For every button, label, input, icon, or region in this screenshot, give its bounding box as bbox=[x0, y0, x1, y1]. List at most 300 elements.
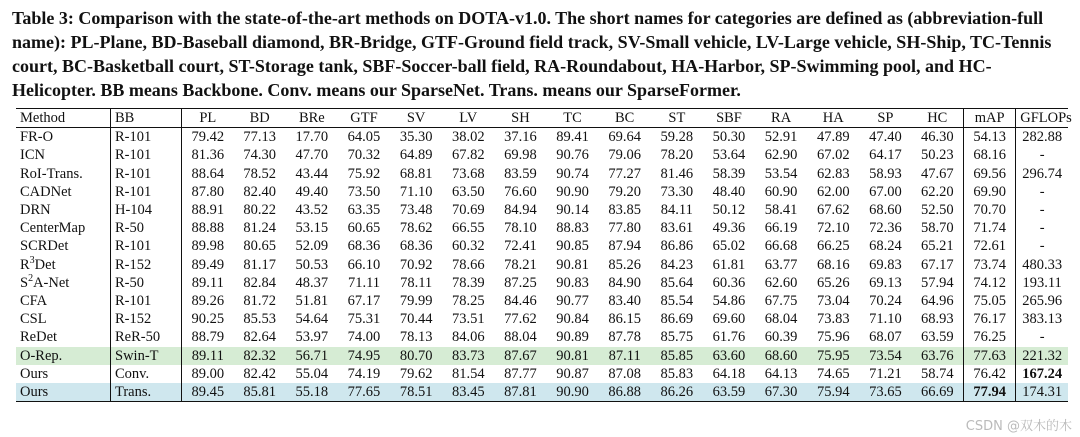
comparison-table-container bbox=[16, 108, 1072, 402]
backbone-cell: R-50 bbox=[111, 219, 182, 237]
category-value-cell: 67.82 bbox=[451, 147, 485, 164]
category-value-cell: 38.02 bbox=[451, 129, 485, 146]
category-value-cell: 68.24 bbox=[869, 238, 902, 255]
category-value-cell: 84.11 bbox=[660, 202, 693, 219]
category-value-cell: 47.70 bbox=[295, 147, 329, 164]
category-value-cell: 83.40 bbox=[608, 293, 641, 310]
category-value-cell: 68.36 bbox=[399, 238, 433, 255]
backbone-cell: R-101 bbox=[111, 128, 182, 147]
category-value-cell: 53.64 bbox=[712, 147, 746, 164]
category-value-cell: 66.69 bbox=[911, 383, 963, 402]
category-value-cell: 90.74 bbox=[556, 165, 589, 182]
gflops-cell: - bbox=[1039, 220, 1045, 237]
category-value-cell: 75.95 bbox=[807, 347, 859, 365]
category-value-cell: 77.13 bbox=[243, 129, 277, 146]
category-value-cell: 83.61 bbox=[660, 220, 694, 237]
backbone-cell: R-101 bbox=[111, 146, 182, 164]
category-value-cell: 81.24 bbox=[243, 220, 277, 237]
map-cell: 74.12 bbox=[964, 274, 1016, 292]
backbone-cell: R-101 bbox=[111, 165, 182, 183]
table-row bbox=[16, 274, 1068, 292]
category-value-cell: 87.80 bbox=[191, 183, 225, 200]
category-value-cell: 83.73 bbox=[442, 347, 494, 365]
category-value-cell: 90.87 bbox=[556, 365, 589, 382]
category-value-cell: 90.90 bbox=[546, 383, 598, 402]
method-prefix: R bbox=[20, 256, 30, 273]
category-value-cell: 90.90 bbox=[556, 183, 589, 200]
category-value-cell: 77.65 bbox=[338, 383, 390, 402]
category-value-cell: 87.94 bbox=[608, 238, 641, 255]
category-value-cell: 68.60 bbox=[755, 347, 807, 365]
category-value-cell: 88.88 bbox=[191, 220, 225, 237]
category-value-cell: 63.77 bbox=[764, 256, 798, 273]
category-value-cell: 85.85 bbox=[651, 347, 703, 365]
header-sp: SP bbox=[877, 110, 894, 126]
category-value-cell: 80.70 bbox=[390, 347, 442, 365]
category-value-cell: 64.13 bbox=[764, 365, 798, 382]
category-value-cell: 67.75 bbox=[764, 293, 798, 310]
category-value-cell: 85.26 bbox=[608, 256, 641, 273]
category-value-cell: 89.49 bbox=[191, 256, 225, 273]
category-value-cell: 75.94 bbox=[807, 383, 859, 402]
category-value-cell: 37.16 bbox=[504, 129, 537, 146]
method-cell: ReDet bbox=[16, 328, 111, 346]
category-value-cell: 46.30 bbox=[911, 128, 963, 147]
watermark-text: CSDN @双木的木 bbox=[965, 419, 1072, 434]
category-value-cell: 87.11 bbox=[599, 347, 651, 365]
table-caption: Table 3: Comparison with the state-of-the-art methods on DOTA-v1.0. The short names for categories are defined as (abbreviation-full name): PL-Plane, BD-Baseball diamond, BR-Bridge, GTF-Ground field track, SV-Small vehicle, LV-Large vehicle, SH-Ship, TC-Tennis court, BC-Basketball court, ST-Storage tank, SBF-Soccer-ball field, RA-Roundabout, HA-Harbor, SP-Swimming pool, and HC-Helicopter. BB means Backbone. Conv. means our SparseNet. Trans. means our SparseFormer. bbox=[12, 8, 1052, 100]
method-name: Det bbox=[34, 256, 56, 273]
category-value-cell: 78.11 bbox=[400, 274, 433, 291]
category-value-cell: 89.00 bbox=[191, 365, 225, 382]
category-value-cell: 74.30 bbox=[243, 147, 277, 164]
category-value-cell: 65.02 bbox=[712, 238, 746, 255]
category-value-cell: 81.46 bbox=[660, 165, 694, 182]
category-value-cell: 90.25 bbox=[191, 311, 225, 328]
gflops-cell: 174.31 bbox=[1016, 383, 1068, 402]
category-value-cell: 88.83 bbox=[556, 220, 589, 237]
category-value-cell: 85.81 bbox=[234, 383, 286, 402]
category-value-cell: 73.50 bbox=[347, 183, 381, 200]
gflops-cell: 167.24 bbox=[1022, 365, 1063, 382]
gflops-cell: - bbox=[1039, 329, 1045, 346]
category-value-cell: 71.10 bbox=[869, 311, 902, 328]
header-st: ST bbox=[668, 110, 686, 126]
category-value-cell: 62.60 bbox=[764, 274, 798, 291]
category-value-cell: 66.19 bbox=[764, 220, 798, 237]
category-value-cell: 85.75 bbox=[660, 329, 694, 346]
header-method: Method bbox=[16, 109, 111, 128]
category-value-cell: 59.28 bbox=[660, 129, 694, 146]
category-value-cell: 49.36 bbox=[712, 220, 746, 237]
category-value-cell: 80.65 bbox=[243, 238, 277, 255]
method-cell: CADNet bbox=[16, 183, 111, 201]
map-cell: 76.25 bbox=[964, 328, 1016, 346]
category-value-cell: 89.11 bbox=[191, 274, 224, 291]
gflops-cell: - bbox=[1039, 238, 1045, 255]
header-sv: SV bbox=[406, 110, 426, 126]
header-tc: TC bbox=[563, 110, 582, 126]
category-value-cell: 69.13 bbox=[869, 274, 902, 291]
category-value-cell: 63.59 bbox=[911, 328, 963, 346]
category-value-cell: 68.07 bbox=[869, 329, 902, 346]
backbone-cell: H-104 bbox=[111, 201, 182, 219]
category-value-cell: 78.13 bbox=[399, 329, 433, 346]
category-value-cell: 62.83 bbox=[816, 165, 850, 182]
gflops-cell: 383.13 bbox=[1022, 311, 1063, 328]
category-value-cell: 77.27 bbox=[608, 165, 641, 182]
category-value-cell: 74.95 bbox=[338, 347, 390, 365]
category-value-cell: 56.71 bbox=[286, 347, 338, 365]
category-value-cell: 69.64 bbox=[608, 129, 641, 146]
category-value-cell: 58.74 bbox=[911, 365, 963, 383]
category-value-cell: 90.81 bbox=[546, 347, 598, 365]
category-value-cell: 64.18 bbox=[712, 365, 746, 382]
category-value-cell: 74.19 bbox=[347, 365, 381, 382]
category-value-cell: 61.76 bbox=[712, 329, 746, 346]
header-row bbox=[16, 109, 1068, 128]
method-cell: CenterMap bbox=[16, 219, 111, 237]
backbone-cell: Conv. bbox=[111, 365, 182, 383]
header-gflops: GFLOPs bbox=[1020, 110, 1072, 126]
category-value-cell: 79.62 bbox=[399, 365, 433, 382]
header-bc: BC bbox=[615, 110, 635, 126]
category-value-cell: 86.88 bbox=[599, 383, 651, 402]
category-value-cell: 47.89 bbox=[816, 129, 850, 146]
category-value-cell: 83.45 bbox=[442, 383, 494, 402]
backbone-cell: ReR-50 bbox=[111, 328, 182, 346]
gflops-cell: - bbox=[1039, 183, 1045, 200]
table-row bbox=[16, 365, 1068, 383]
category-value-cell: 43.44 bbox=[295, 165, 329, 182]
gflops-cell: 282.88 bbox=[1022, 129, 1063, 146]
category-value-cell: 60.65 bbox=[347, 220, 381, 237]
category-value-cell: 67.62 bbox=[816, 202, 850, 219]
category-value-cell: 90.76 bbox=[556, 147, 589, 164]
category-value-cell: 55.04 bbox=[295, 365, 329, 382]
gflops-cell: - bbox=[1039, 147, 1045, 164]
category-value-cell: 58.39 bbox=[712, 165, 746, 182]
table-row bbox=[16, 328, 1068, 346]
table-row bbox=[16, 292, 1068, 310]
table-row bbox=[16, 219, 1068, 237]
map-cell: 68.16 bbox=[964, 146, 1016, 164]
category-value-cell: 60.32 bbox=[451, 238, 485, 255]
category-value-cell: 90.84 bbox=[556, 311, 589, 328]
category-value-cell: 75.92 bbox=[347, 165, 381, 182]
category-value-cell: 64.96 bbox=[911, 292, 963, 310]
backbone-cell: R-101 bbox=[111, 237, 182, 255]
category-value-cell: 89.45 bbox=[182, 383, 234, 402]
category-value-cell: 81.54 bbox=[451, 365, 485, 382]
category-value-cell: 88.64 bbox=[191, 165, 225, 182]
comparison-table bbox=[16, 108, 1072, 402]
category-value-cell: 63.50 bbox=[451, 183, 485, 200]
gflops-cell: 221.32 bbox=[1016, 347, 1068, 365]
backbone-cell: R-101 bbox=[111, 292, 182, 310]
map-cell: 76.17 bbox=[964, 310, 1016, 328]
category-value-cell: 89.26 bbox=[191, 293, 225, 310]
category-value-cell: 62.00 bbox=[816, 183, 850, 200]
category-value-cell: 73.54 bbox=[859, 347, 911, 365]
table-row bbox=[16, 201, 1068, 219]
category-value-cell: 52.09 bbox=[295, 238, 329, 255]
category-value-cell: 49.40 bbox=[295, 183, 329, 200]
category-value-cell: 68.16 bbox=[816, 256, 850, 273]
category-value-cell: 69.98 bbox=[504, 147, 537, 164]
backbone-cell: R-101 bbox=[111, 183, 182, 201]
map-cell: 69.56 bbox=[964, 165, 1016, 183]
category-value-cell: 67.17 bbox=[911, 256, 963, 274]
category-value-cell: 89.11 bbox=[182, 347, 234, 365]
category-value-cell: 78.66 bbox=[451, 256, 485, 273]
method-cell: O-Rep. bbox=[16, 347, 111, 365]
category-value-cell: 66.10 bbox=[347, 256, 381, 273]
map-cell: 77.94 bbox=[964, 383, 1016, 402]
gflops-cell: 480.33 bbox=[1022, 256, 1063, 273]
category-value-cell: 78.10 bbox=[504, 220, 537, 237]
category-value-cell: 86.69 bbox=[660, 311, 694, 328]
category-value-cell: 70.24 bbox=[869, 293, 902, 310]
table-header bbox=[16, 109, 1072, 128]
category-value-cell: 17.70 bbox=[295, 129, 329, 146]
category-value-cell: 78.25 bbox=[451, 293, 485, 310]
category-value-cell: 50.30 bbox=[712, 129, 746, 146]
header-lv: LV bbox=[459, 110, 478, 126]
category-value-cell: 66.68 bbox=[764, 238, 798, 255]
category-value-cell: 50.23 bbox=[911, 146, 963, 164]
category-value-cell: 81.17 bbox=[243, 256, 277, 273]
category-value-cell: 73.68 bbox=[451, 165, 485, 182]
table-row bbox=[16, 383, 1068, 402]
category-value-cell: 68.04 bbox=[764, 311, 798, 328]
category-value-cell: 83.85 bbox=[608, 202, 641, 219]
category-value-cell: 68.81 bbox=[399, 165, 433, 182]
category-value-cell: 86.26 bbox=[651, 383, 703, 402]
category-value-cell: 50.12 bbox=[712, 202, 746, 219]
category-value-cell: 67.17 bbox=[347, 293, 381, 310]
method-cell: CSL bbox=[16, 310, 111, 328]
category-value-cell: 72.41 bbox=[504, 238, 537, 255]
category-value-cell: 90.81 bbox=[556, 256, 589, 273]
category-value-cell: 79.42 bbox=[191, 129, 225, 146]
category-value-cell: 50.53 bbox=[295, 256, 329, 273]
method-cell: FR-O bbox=[16, 128, 111, 147]
category-value-cell: 78.21 bbox=[504, 256, 537, 273]
category-value-cell: 87.67 bbox=[494, 347, 546, 365]
map-cell: 76.42 bbox=[964, 365, 1016, 383]
category-value-cell: 81.72 bbox=[243, 293, 277, 310]
category-value-cell: 71.11 bbox=[347, 274, 381, 291]
method-cell: Ours bbox=[16, 383, 111, 402]
category-value-cell: 47.67 bbox=[911, 165, 963, 183]
method-cell: DRN bbox=[16, 201, 111, 219]
map-cell: 70.70 bbox=[964, 201, 1016, 219]
category-value-cell: 75.96 bbox=[816, 329, 850, 346]
category-value-cell: 73.83 bbox=[816, 311, 850, 328]
category-value-cell: 87.81 bbox=[494, 383, 546, 402]
category-value-cell: 78.39 bbox=[451, 274, 485, 291]
gflops-cell: 193.11 bbox=[1022, 274, 1062, 291]
category-value-cell: 63.59 bbox=[703, 383, 755, 402]
category-value-cell: 72.36 bbox=[869, 220, 902, 237]
category-value-cell: 85.83 bbox=[660, 365, 694, 382]
category-value-cell: 84.46 bbox=[504, 293, 537, 310]
category-value-cell: 68.93 bbox=[911, 310, 963, 328]
category-value-cell: 63.35 bbox=[347, 202, 381, 219]
category-value-cell: 43.52 bbox=[295, 202, 329, 219]
category-value-cell: 73.48 bbox=[399, 202, 433, 219]
table-row bbox=[16, 310, 1068, 328]
category-value-cell: 82.40 bbox=[243, 183, 277, 200]
category-value-cell: 70.92 bbox=[399, 256, 433, 273]
category-value-cell: 48.37 bbox=[295, 274, 329, 291]
category-value-cell: 79.99 bbox=[399, 293, 433, 310]
category-value-cell: 66.55 bbox=[451, 220, 485, 237]
method-superscript: 2 bbox=[28, 273, 34, 284]
category-value-cell: 81.36 bbox=[191, 147, 225, 164]
category-value-cell: 90.77 bbox=[556, 293, 589, 310]
table-body bbox=[16, 128, 1068, 402]
header-gtf: GTF bbox=[350, 110, 378, 126]
category-value-cell: 61.81 bbox=[712, 256, 746, 273]
method-cell bbox=[16, 256, 111, 274]
category-value-cell: 85.53 bbox=[243, 311, 277, 328]
category-value-cell: 71.10 bbox=[399, 183, 433, 200]
map-cell: 69.90 bbox=[964, 183, 1016, 201]
backbone-cell: R-152 bbox=[111, 256, 182, 274]
map-cell: 77.63 bbox=[964, 347, 1016, 365]
category-value-cell: 87.25 bbox=[504, 274, 537, 291]
category-value-cell: 47.40 bbox=[869, 129, 902, 146]
category-value-cell: 67.00 bbox=[869, 183, 902, 200]
category-value-cell: 65.26 bbox=[816, 274, 850, 291]
header-bd: BD bbox=[249, 110, 270, 126]
category-value-cell: 53.15 bbox=[295, 220, 329, 237]
category-value-cell: 88.04 bbox=[504, 329, 537, 346]
category-value-cell: 52.50 bbox=[911, 201, 963, 219]
category-value-cell: 70.44 bbox=[399, 311, 433, 328]
table-row bbox=[16, 165, 1068, 183]
gflops-cell: - bbox=[1039, 202, 1045, 219]
category-value-cell: 73.65 bbox=[859, 383, 911, 402]
category-value-cell: 54.86 bbox=[712, 293, 746, 310]
category-value-cell: 57.94 bbox=[911, 274, 963, 292]
category-value-cell: 85.54 bbox=[660, 293, 694, 310]
method-cell: ICN bbox=[16, 146, 111, 164]
method-prefix: S bbox=[20, 274, 29, 291]
category-value-cell: 69.60 bbox=[712, 311, 746, 328]
category-value-cell: 64.17 bbox=[869, 147, 902, 164]
category-value-cell: 67.30 bbox=[755, 383, 807, 402]
method-superscript: 3 bbox=[29, 254, 35, 266]
category-value-cell: 84.94 bbox=[504, 202, 537, 219]
category-value-cell: 90.89 bbox=[556, 329, 589, 346]
header-sh: SH bbox=[511, 110, 530, 126]
category-value-cell: 55.18 bbox=[286, 383, 338, 402]
category-value-cell: 64.05 bbox=[347, 129, 381, 146]
category-value-cell: 85.64 bbox=[660, 274, 694, 291]
map-cell: 71.74 bbox=[964, 219, 1016, 237]
backbone-cell: R-152 bbox=[111, 310, 182, 328]
category-value-cell: 79.06 bbox=[608, 147, 641, 164]
header-sbf: SBF bbox=[716, 110, 742, 126]
category-value-cell: 87.77 bbox=[504, 365, 537, 382]
method-name: A-Net bbox=[33, 274, 70, 291]
category-value-cell: 87.78 bbox=[608, 329, 641, 346]
category-value-cell: 48.40 bbox=[712, 183, 746, 200]
category-value-cell: 73.04 bbox=[816, 293, 850, 310]
category-value-cell: 60.90 bbox=[764, 183, 798, 200]
category-value-cell: 83.59 bbox=[504, 165, 537, 182]
method-cell: Ours bbox=[16, 365, 111, 383]
category-value-cell: 35.30 bbox=[399, 129, 433, 146]
category-value-cell: 65.21 bbox=[911, 237, 963, 255]
category-value-cell: 88.79 bbox=[191, 329, 225, 346]
map-cell: 72.61 bbox=[964, 237, 1016, 255]
category-value-cell: 82.42 bbox=[243, 365, 277, 382]
category-value-cell: 60.39 bbox=[764, 329, 798, 346]
category-value-cell: 84.06 bbox=[451, 329, 485, 346]
category-value-cell: 86.86 bbox=[660, 238, 694, 255]
category-value-cell: 84.90 bbox=[608, 274, 641, 291]
header-pl: PL bbox=[199, 110, 217, 126]
category-value-cell: 58.70 bbox=[911, 219, 963, 237]
category-value-cell: 53.97 bbox=[295, 329, 329, 346]
category-value-cell: 76.60 bbox=[504, 183, 537, 200]
header-hc: HC bbox=[911, 109, 963, 128]
category-value-cell: 78.51 bbox=[390, 383, 442, 402]
category-value-cell: 58.93 bbox=[869, 165, 902, 182]
category-value-cell: 71.21 bbox=[869, 365, 902, 382]
category-value-cell: 73.51 bbox=[451, 311, 485, 328]
category-value-cell: 66.25 bbox=[816, 238, 850, 255]
category-value-cell: 68.36 bbox=[347, 238, 381, 255]
table-row bbox=[16, 256, 1068, 274]
gflops-cell: 296.74 bbox=[1022, 165, 1063, 182]
category-value-cell: 90.85 bbox=[556, 238, 589, 255]
map-cell: 73.74 bbox=[964, 256, 1016, 274]
category-value-cell: 78.62 bbox=[399, 220, 433, 237]
category-value-cell: 90.83 bbox=[556, 274, 589, 291]
map-cell: 54.13 bbox=[964, 128, 1016, 147]
category-value-cell: 70.69 bbox=[451, 202, 485, 219]
category-value-cell: 89.41 bbox=[556, 129, 589, 146]
category-value-cell: 60.36 bbox=[712, 274, 746, 291]
category-value-cell: 78.20 bbox=[660, 147, 694, 164]
category-value-cell: 74.00 bbox=[347, 329, 381, 346]
category-value-cell: 84.23 bbox=[660, 256, 694, 273]
category-value-cell: 70.32 bbox=[347, 147, 381, 164]
method-cell bbox=[16, 274, 111, 292]
category-value-cell: 72.10 bbox=[816, 220, 850, 237]
category-value-cell: 53.54 bbox=[764, 165, 798, 182]
category-value-cell: 77.80 bbox=[608, 220, 641, 237]
category-value-cell: 73.30 bbox=[660, 183, 694, 200]
category-value-cell: 54.64 bbox=[295, 311, 329, 328]
table-row bbox=[16, 347, 1068, 365]
gflops-cell: 265.96 bbox=[1022, 293, 1063, 310]
category-value-cell: 87.08 bbox=[608, 365, 641, 382]
category-value-cell: 68.60 bbox=[869, 202, 902, 219]
category-value-cell: 78.52 bbox=[243, 165, 277, 182]
header-bre: BRe bbox=[298, 110, 325, 126]
table-row bbox=[16, 128, 1068, 147]
category-value-cell: 82.32 bbox=[234, 347, 286, 365]
category-value-cell: 88.91 bbox=[191, 202, 225, 219]
method-cell: SCRDet bbox=[16, 237, 111, 255]
method-cell: CFA bbox=[16, 292, 111, 310]
